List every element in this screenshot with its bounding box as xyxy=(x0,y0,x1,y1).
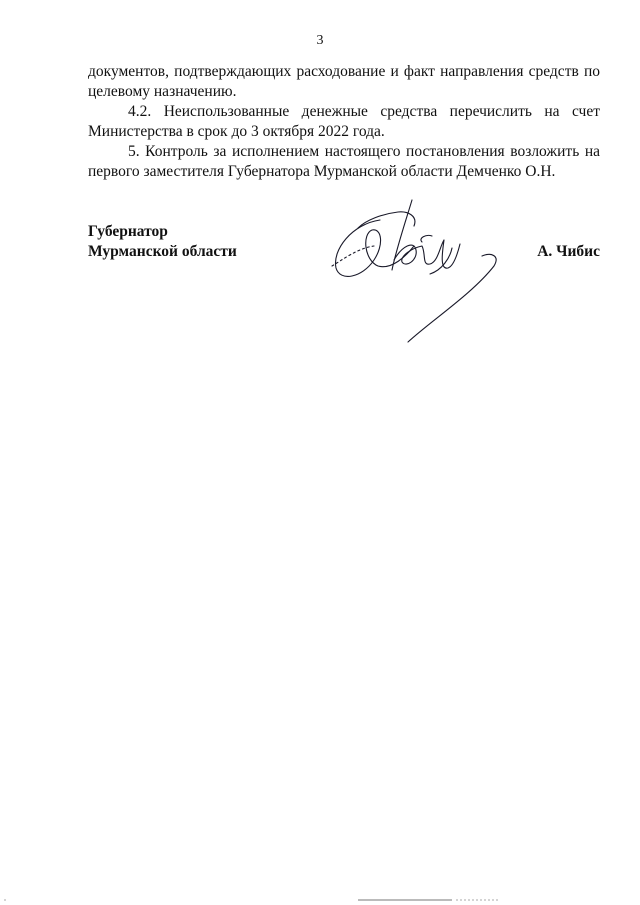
signatory-name: А. Чибис xyxy=(537,243,600,260)
paragraph-4-2: 4.2. Неиспользованные денежные средства перечислить на счет Министерства в срок до 3 октября 2022 года. xyxy=(88,103,600,140)
footer-scan-marks xyxy=(0,896,640,904)
signatory-title-line2: Мурманской области xyxy=(88,243,237,260)
paragraph-5: 5. Контроль за исполнением настоящего постановления возложить на первого заместителя Губернатора Мурманской области Демченко О.Н. xyxy=(88,143,600,180)
document-body xyxy=(88,62,600,182)
page-number: 3 xyxy=(316,33,324,48)
handwritten-signature-icon xyxy=(322,190,512,350)
paragraph-continuation: документов, подтверждающих расходование и факт направления средств по целевому назначению. xyxy=(88,63,600,100)
signatory-title-line1: Губернатор xyxy=(88,223,168,240)
